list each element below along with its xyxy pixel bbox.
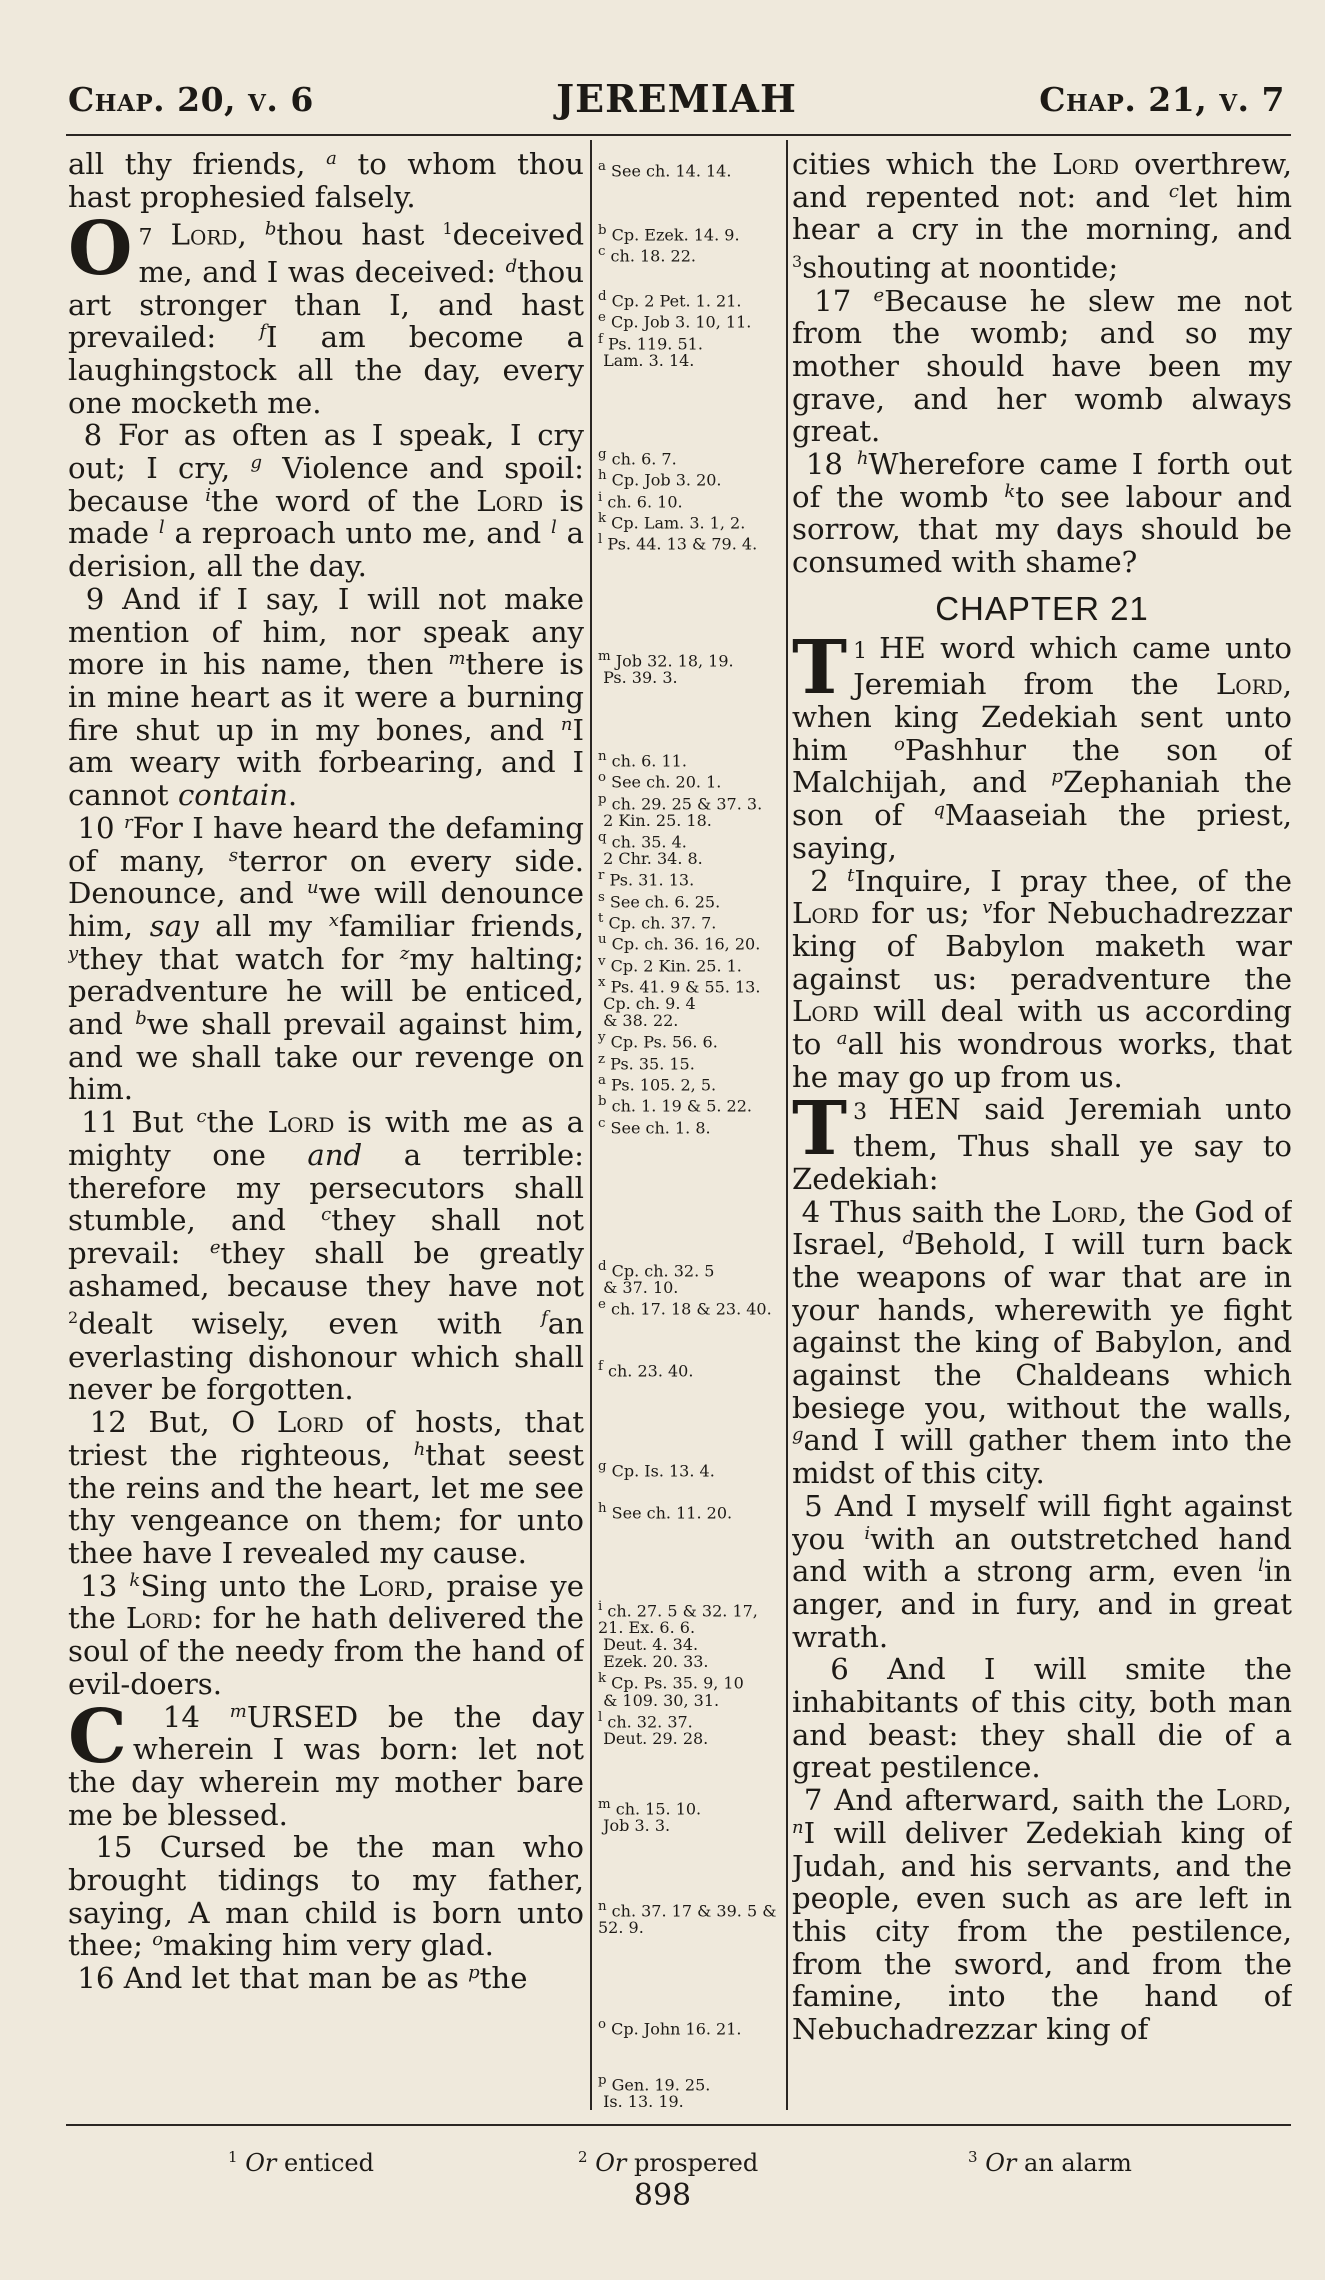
verse-paragraph: 13 $^k$Sing unto the Lord, praise ye the Lord: for he hath delivered the soul of the needy from the hand of evil-doers. [68,1568,584,1701]
verse-paragraph: 5 And I myself will fight against you $^i$with an outstretched hand and with a strong arm, even $^l$in anger, and in fury, and in great wrath. [792,1488,1292,1654]
footnote-or: Or [985,2149,1017,2177]
reference-group: $^n$ ch. 6. 11. $^o$ See ch. 20. 1. $^p$ ch. 29. 25 & 37. 3. 2 Kin. 25. 18. $^q$ ch. 35. 4. 2 Chr. 34. 8. $^r$ Ps. 31. 13. $^s$ See ch. 6. 25. $^t$ Cp. ch. 37. 7. $^u$ Cp. ch. 36. 16, 20. $^v$ Cp. 2 Kin. 25. 1. $^x$ Ps. 41. 9 & 55. 13. Cp. ch. 9. 4 & 38. 22. $^y$ Cp. Ps. 56. 6. $^z$ Ps. 35. 15. $^a$ Ps. 105. 2, 5. $^b$ ch. 1. 19 & 5. 22. $^c$ See ch. 1. 8. [598,749,763,1137]
reference-group: $^p$ Gen. 19. 25. Is. 13. 19. [598,2073,711,2112]
verse-paragraph: cities which the Lord overthrew, and repented not: and $^c$let him hear a cry in the morning, and $^3$shouting at noontide; [792,148,1292,285]
verse-paragraph: 15 Cursed be the man who brought tidings to my father, saying, A man child is born unto thee; $^o$making him very glad. [68,1830,584,1963]
footnote-text: prospered [633,2149,759,2177]
footnote-number: 3 [968,2148,978,2166]
verse-paragraph: 12 But, O Lord of hosts, that triest the righteous, $^h$that seest the reins and the heart, let me see thy vengeance on them; for unto thee have I revealed my cause. [68,1405,584,1570]
reference-group: $^m$ ch. 15. 10. Job 3. 3. [598,1797,702,1836]
verse-paragraph: 4 Thus saith the Lord, the God of Israel, $^d$Behold, I will turn back the weapons of war that are in your hands, wherewith ye fight against the king of Babylon, and against the Chaldeans which besiege you, without the walls, $^g$and I will gather them into the midst of this city. [792,1194,1292,1491]
verse-paragraph: 8 For as often as I speak, I cry out; I cry, $^g$ Violence and spoil: because $^i$the word of the Lord is made $^l$ a reproach unto me, and $^l$ a derision, all the day. [68,418,584,584]
reference-group: $^f$ ch. 23. 40. [598,1359,694,1381]
header-book-title: JEREMIAH [556,76,797,121]
reference-group: $^m$ Job 32. 18, 19. Ps. 39. 3. [598,649,734,688]
verse-paragraph: 7 And afterward, saith the Lord, $^n$I will deliver Zedekiah king of Judah, and his servants, and the people, even such as are left in this city from the pestilence, from the sword, and from the famine, into the hand of Nebuchadrezzar king of [792,1783,1292,2047]
verse-paragraph: all thy friends, $^a$ to whom thou hast prophesied falsely. [68,148,584,214]
header-left-reference: Chap. 20, v. 6 [68,80,314,119]
column-rule-left [590,140,592,2110]
verse-paragraph: 16 And let that man be as $^p$the [68,1961,528,1996]
verse-paragraph: 9 And if I say, I will not make mention of him, nor speak any more in his name, then $^m$there is in mine heart as it were a burning fire shut up in my bones, and $^n$I am weary with forbearing, and I cannot contain. [68,581,584,813]
reference-group: $^b$ Cp. Ezek. 14. 9. $^c$ ch. 18. 22. [598,223,740,266]
verse-paragraph: 17 $^e$Because he slew me not from the womb; and so my mother should have been my grave, and her womb always great. [792,283,1292,449]
left-text-column [68,148,584,2113]
header-rule [66,134,1291,136]
footnote-or: Or [595,2149,627,2177]
footnote-text: enticed [283,2149,374,2177]
verse-paragraph: CHAPTER 21 [935,589,1149,627]
reference-group: $^g$ Cp. Is. 13. 4. [598,1459,715,1481]
verse-paragraph: 2 $^t$Inquire, I pray thee, of the Lord for us; $^v$for Nebuchadrezzar king of Babylon maketh war against us: peradventure the Lord will deal with us according to $^a$all his wondrous works, that he may go up from us. [792,863,1292,1094]
page-number: 898 [633,2178,692,2213]
cross-reference-column [598,148,782,2112]
header-right-reference: Chap. 21, v. 7 [1039,80,1285,119]
column-rule-right [786,140,788,2110]
verse-paragraph: 10 $^r$For I have heard the defaming of many, $^s$terror on every side. Denounce, and $^u$we will denounce him, say all my $^x$familiar friends, $^y$they that watch for $^z$my halting; peradventure he will be enticed, and $^b$we shall prevail against him, and we shall take our revenge on him. [68,810,584,1107]
verse-paragraph: 7 O Lord, $^b$thou hast $^1$deceived me, and I was deceived: $^d$thou art stronger than I, and hast prevailed: $^f$I am become a laughingstock all the day, every one mocketh me. [68,206,584,420]
footnote-2 [578,2148,758,2177]
verse-paragraph: 18 $^h$Wherefore came I forth out of the womb $^k$to see labour and sorrow, that my days should be consumed with shame? [792,447,1292,580]
footer-rule [66,2124,1291,2126]
verse-paragraph: 3 T HEN said Jeremiah unto them, Thus shall ye say to Zedekiah: [792,1086,1292,1196]
running-header [68,72,1285,128]
reference-group: $^g$ ch. 6. 7. $^h$ Cp. Job 3. 20. $^i$ ch. 6. 10. $^k$ Cp. Lam. 3. 1, 2. $^l$ Ps. 44. 13 & 79. 4. [598,447,758,554]
reference-group: $^d$ Cp. ch. 32. 5 & 37. 10. $^e$ ch. 17. 18 & 23. 40. [598,1259,772,1319]
reference-group: $^n$ ch. 37. 17 & 39. 5 & 52. 9. [598,1899,777,1938]
verse-paragraph: 1 T HE word which came unto Jeremiah from the Lord, when king Zedekiah sent unto him $^o$Pashhur the son of Malchijah, and $^p$Zephaniah the son of $^q$Maaseiah the priest, saying, [792,624,1292,865]
reference-group: $^h$ See ch. 11. 20. [598,1501,733,1523]
verse-paragraph: 6 And I will smite the inhabitants of this city, both man and beast: they shall die of a great pestilence. [792,1652,1292,1785]
reference-group: $^i$ ch. 27. 5 & 32. 17, 21. Ex. 6. 6. Deut. 4. 34. Ezek. 20. 33. $^k$ Cp. Ps. 35. 9, 10 & 109. 30, 31. $^l$ ch. 32. 37. Deut. 29. 28. [598,1599,758,1748]
footnote-1 [228,2148,374,2177]
footnote-3 [968,2148,1132,2177]
reference-group: $^o$ Cp. John 16. 21. [598,2017,742,2039]
footnote-text: an alarm [1023,2149,1132,2177]
reference-group: $^d$ Cp. 2 Pet. 1. 21. $^e$ Cp. Job 3. 10, 11. $^f$ Ps. 119. 51. Lam. 3. 14. [598,289,752,370]
right-text-column [792,148,1292,2113]
footnote-number: 2 [578,2148,588,2166]
verse-paragraph: 11 But $^c$the Lord is with me as a mighty one and a terrible: therefore my persecutors shall stumble, and $^c$they shall not prevail: $^e$they shall be greatly ashamed, because they have not $^2$dealt wisely, even with $^f$an everlasting dishonour which shall never be forgotten. [68,1105,584,1407]
footnote-number: 1 [228,2148,238,2166]
verse-paragraph: 14 $^m$ C URSED be the day wherein I was born: let not the day wherein my mother bare me be blessed. [68,1693,584,1832]
reference-group: $^a$ See ch. 14. 14. [598,159,732,181]
footnote-or: Or [245,2149,277,2177]
